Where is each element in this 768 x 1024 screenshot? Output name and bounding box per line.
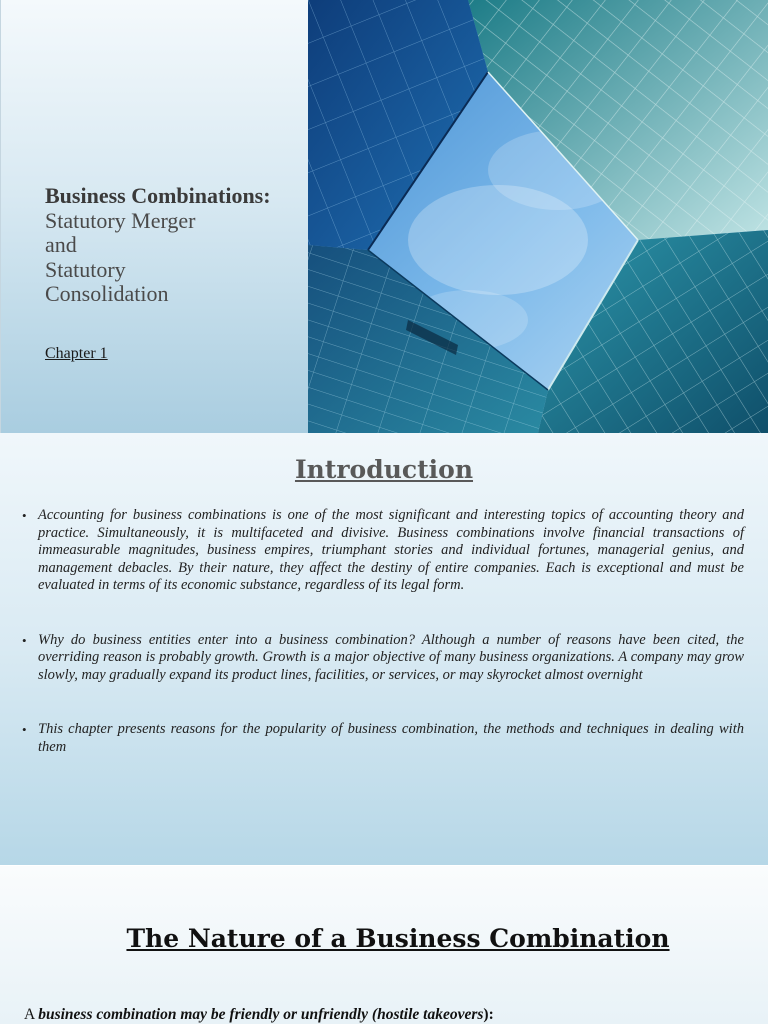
introduction-slide [0,433,768,865]
bullet-icon: • [22,508,27,523]
bullet-text: Why do business entities enter into a business combination? Although a number of reasons have been cited, the overriding reason is probably growth. Growth is a major objective of many business organizations. A company may grow slowly, may gradually expand its product lines, facilities, or services, or may skyrocket almost overnight [38,631,744,683]
title-slide [0,0,768,433]
skyscraper-photo [308,0,768,433]
definition-emphasis: business combination may be friendly or unfriendly (hostile takeovers [38,1006,484,1023]
nature-title: The Nature of a Business Combination [126,924,670,953]
list-item [22,507,744,595]
title-subtitle-line-4: Consolidation [45,281,169,306]
bullet-text: This chapter presents reasons for the popularity of business combination, the methods and techniques in dealing with them [38,721,744,755]
bullet-text: Accounting for business combinations is one of the most significant and interesting topics of accounting theory and practice. Simultaneously, it is multifaceted and divisive. Business combinations involve financial transactions of immeasurable magnitudes, business empires, triumphant stories and individual fortunes, managerial genius, and management debacles. By their nature, they affect the destiny of entire companies. Each is exceptional and must be evaluated in terms of its economic substance, regardless of its legal form. [38,507,744,593]
slide-title [45,184,295,307]
definition-prefix: A [24,1006,39,1023]
definition-suffix: ): [483,1006,494,1023]
chapter-label[interactable]: Chapter 1 [45,345,108,362]
title-panel [0,0,308,433]
title-subtitle-line-3: Statutory [45,256,126,282]
list-item [22,721,744,756]
title-main: Business Combinations: [45,183,271,208]
nature-definition-line [24,1006,494,1024]
introduction-title: Introduction [294,455,474,484]
bullet-icon: • [22,722,27,737]
nature-slide [0,866,768,1024]
title-subtitle-line-2: and [45,232,77,257]
list-item [22,632,744,685]
bullet-icon: • [22,632,27,648]
introduction-bullet-list [22,507,744,756]
title-subtitle-line-1: Statutory Merger [45,207,196,233]
